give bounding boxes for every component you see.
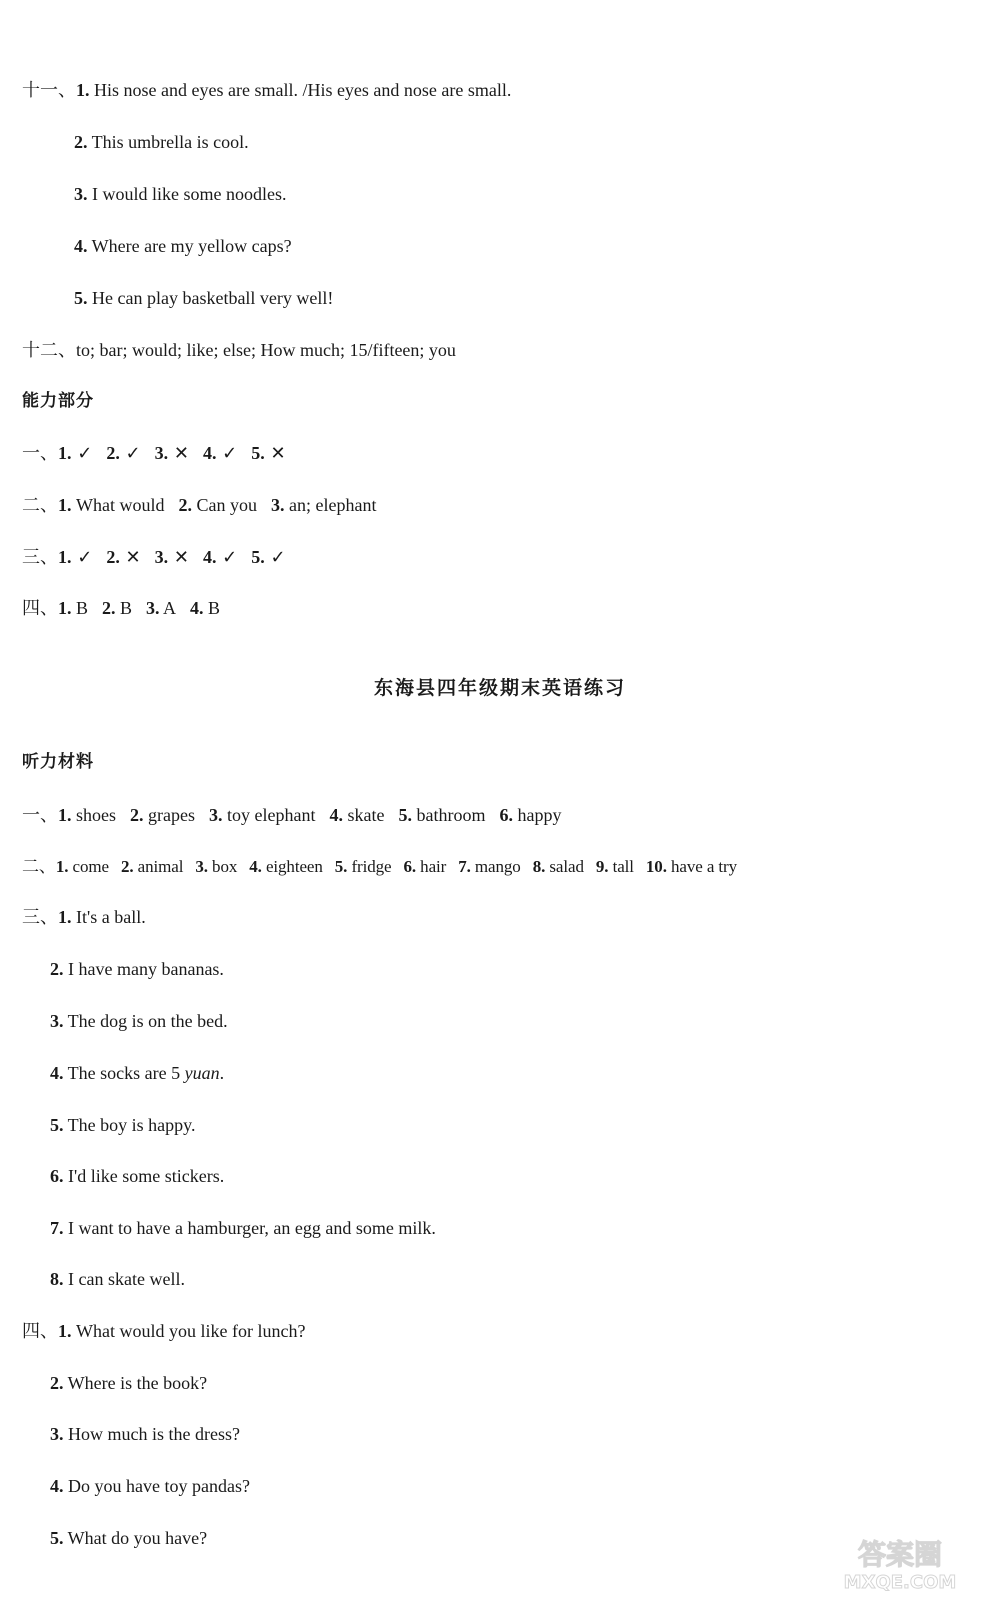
item-text: salad: [545, 857, 584, 876]
listening-part-3-item-6: [50, 1164, 224, 1188]
item-text: I want to have a hamburger, an egg and some milk.: [63, 1218, 436, 1238]
item-text: I'd like some stickers.: [63, 1166, 225, 1186]
exam-title: 东海县四年级期末英语练习: [373, 677, 626, 699]
item-number: 5.: [334, 857, 348, 876]
listening-heading: 听力材料: [22, 752, 94, 772]
watermark-logo: [820, 1534, 980, 1594]
item-text: mango: [470, 857, 521, 876]
ability-heading: 能力部分: [22, 391, 94, 411]
listening-part-3-item-4: [50, 1061, 224, 1085]
item-number: 1.: [58, 495, 72, 515]
section-11-item-3: [74, 182, 286, 206]
item-number: 6.: [50, 1166, 64, 1186]
item-number: 7.: [50, 1218, 64, 1238]
item-text-italic: yuan: [184, 1063, 220, 1083]
item-text: How much is the dress?: [63, 1424, 240, 1444]
item-text: hair: [416, 857, 447, 876]
item-text: His nose and eyes are small. /His eyes and nose are small.: [89, 80, 512, 100]
item-number: 2.: [50, 959, 64, 979]
item-number: 3.: [208, 805, 223, 825]
ability-row-1: [22, 441, 286, 466]
cross-icon: ✕: [264, 443, 286, 464]
item-number: 6.: [499, 805, 513, 825]
item-number: 2.: [106, 443, 120, 463]
listening-part-2: [22, 855, 737, 879]
item-text: happy: [512, 805, 562, 825]
item-number: 1.: [58, 547, 72, 567]
item-number: 3.: [195, 857, 208, 876]
item-number: 2.: [178, 495, 192, 515]
listening-part-3-item-3: [50, 1009, 228, 1033]
listening-part-3-item-5: [50, 1113, 196, 1137]
item-number: 4.: [50, 1063, 64, 1083]
section-prefix: 一、: [22, 805, 58, 825]
svg-text:答案圈: 答案圈: [857, 1538, 943, 1571]
cross-icon: ✕: [168, 443, 189, 464]
item-number: 4.: [190, 598, 204, 618]
item-number: 4.: [329, 805, 343, 825]
item-number: 1.: [58, 443, 72, 463]
item-number: 5.: [251, 443, 265, 463]
item-text: Do you have toy pandas?: [63, 1476, 250, 1496]
item-text: A: [159, 598, 177, 618]
section-prefix: 二、: [22, 857, 56, 876]
item-number: 3.: [154, 547, 169, 567]
item-text: to; bar; would; like; else; How much; 15/fifteen; you: [76, 340, 456, 360]
item-number: 5.: [251, 547, 265, 567]
section-prefix: 二、: [22, 495, 58, 515]
item-text: Can you: [191, 495, 257, 515]
item-number: 1.: [58, 598, 72, 618]
section-prefix: 三、: [22, 907, 58, 927]
section-11-item-5: [74, 286, 333, 310]
item-text: I have many bananas.: [63, 959, 224, 979]
item-text: animal: [133, 857, 184, 876]
item-number: 2.: [106, 547, 120, 567]
item-text: B: [71, 598, 89, 618]
item-text-tail: .: [219, 1063, 225, 1083]
item-number: 3.: [146, 598, 160, 618]
item-number: 1.: [58, 805, 72, 825]
item-text: fridge: [347, 857, 392, 876]
listening-part-4-item-3: [50, 1422, 240, 1446]
section-12-line: [22, 338, 456, 362]
ability-row-3: [22, 545, 286, 570]
item-text: The boy is happy.: [63, 1115, 196, 1135]
item-text: B: [115, 598, 133, 618]
section-prefix: 四、: [22, 598, 58, 618]
item-text: skate: [342, 805, 385, 825]
listening-part-4-item-5: [50, 1526, 207, 1550]
item-number: 4.: [249, 857, 262, 876]
item-text: Where are my yellow caps?: [87, 236, 292, 256]
item-number: 8.: [532, 857, 546, 876]
item-number: 8.: [50, 1269, 64, 1289]
item-number: 5.: [50, 1528, 64, 1548]
item-text: shoes: [71, 805, 116, 825]
item-text: bathroom: [411, 805, 486, 825]
item-text: grapes: [143, 805, 195, 825]
item-number: 4.: [202, 443, 217, 463]
item-number: 3.: [74, 184, 88, 204]
item-text: The socks are 5: [63, 1063, 185, 1083]
item-number: 3.: [50, 1011, 64, 1031]
item-number: 1.: [55, 857, 69, 876]
item-text: I can skate well.: [63, 1269, 185, 1289]
section-prefix: 一、: [22, 443, 58, 463]
cross-icon: ✕: [168, 547, 189, 568]
section-prefix: 十一、: [22, 80, 76, 100]
item-number: 2.: [74, 132, 88, 152]
section-11-item-4: [74, 234, 292, 258]
item-text: toy elephant: [222, 805, 316, 825]
item-number: 6.: [403, 857, 417, 876]
item-number: 2.: [130, 805, 144, 825]
ability-row-4: [22, 596, 220, 620]
item-number: 3.: [154, 443, 169, 463]
item-text: This umbrella is cool.: [87, 132, 249, 152]
item-text: It's a ball.: [71, 907, 146, 927]
item-number: 2.: [120, 857, 134, 876]
item-number: 4.: [74, 236, 88, 256]
cross-icon: ✕: [119, 547, 141, 568]
item-number: 4.: [50, 1476, 64, 1496]
svg-text:MXQE.COM: MXQE.COM: [843, 1572, 957, 1593]
item-number: 1.: [58, 1321, 72, 1341]
item-text: I would like some noodles.: [87, 184, 287, 204]
item-text: box: [207, 857, 238, 876]
listening-part-3-item-7: [50, 1216, 436, 1240]
check-icon: ✓: [216, 443, 238, 464]
item-number: 3.: [270, 495, 285, 515]
item-number: 1.: [76, 80, 90, 100]
item-text: What would you like for lunch?: [71, 1321, 306, 1341]
item-number: 4.: [202, 547, 217, 567]
item-text: The dog is on the bed.: [63, 1011, 228, 1031]
listening-part-4-item-4: [50, 1474, 250, 1498]
listening-part-3-item-2: [50, 957, 224, 981]
ability-row-2: [22, 493, 376, 517]
item-text: an; elephant: [284, 495, 377, 515]
listening-part-3-item-1: [22, 905, 146, 929]
item-number: 1.: [58, 907, 72, 927]
item-text: What do you have?: [63, 1528, 208, 1548]
listening-part-4-item-1: [22, 1319, 305, 1343]
check-icon: ✓: [264, 547, 286, 568]
item-number: 5.: [50, 1115, 64, 1135]
section-prefix: 十二、: [22, 340, 76, 360]
item-number: 5.: [398, 805, 412, 825]
item-text: He can play basketball very well!: [87, 288, 334, 308]
listening-part-3-item-8: [50, 1267, 185, 1291]
item-number: 10.: [645, 857, 667, 876]
item-number: 2.: [102, 598, 116, 618]
section-prefix: 三、: [22, 547, 58, 567]
section-prefix: 四、: [22, 1321, 58, 1341]
item-number: 3.: [50, 1424, 64, 1444]
check-icon: ✓: [71, 443, 93, 464]
item-number: 9.: [595, 857, 609, 876]
item-text: tall: [608, 857, 634, 876]
check-icon: ✓: [71, 547, 93, 568]
section-11-item-1: [22, 78, 511, 102]
check-icon: ✓: [119, 443, 141, 464]
check-icon: ✓: [216, 547, 238, 568]
item-text: have a try: [666, 857, 738, 876]
item-number: 5.: [74, 288, 88, 308]
item-text: come: [68, 857, 109, 876]
listening-part-1: [22, 803, 561, 827]
item-number: 7.: [458, 857, 471, 876]
item-text: eighteen: [261, 857, 323, 876]
listening-part-4-item-2: [50, 1371, 207, 1395]
item-text: B: [203, 598, 221, 618]
item-text: What would: [71, 495, 165, 515]
section-11-item-2: [74, 130, 249, 154]
item-text: Where is the book?: [63, 1373, 208, 1393]
item-number: 2.: [50, 1373, 64, 1393]
